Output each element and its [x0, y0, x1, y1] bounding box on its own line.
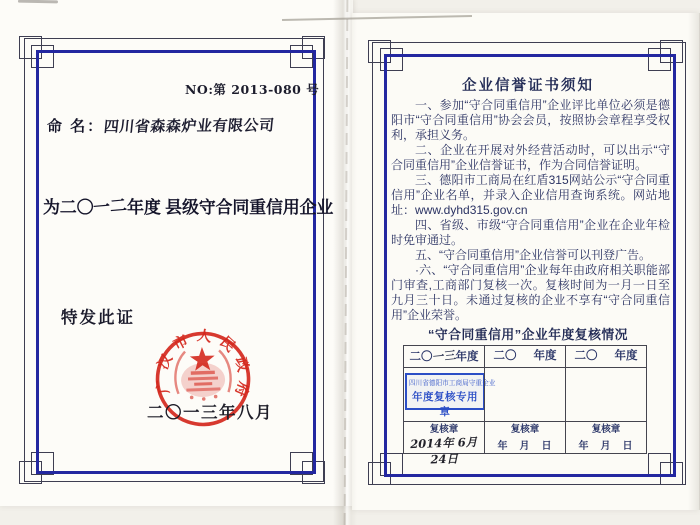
review-date-blank: 年 月 日: [578, 441, 634, 452]
award-title-line: [43, 193, 333, 218]
review-year-header: [485, 346, 565, 368]
year-suffix: 年度: [533, 350, 557, 362]
paper-right-edge-shadow: [688, 13, 700, 510]
review-year-header: [404, 346, 484, 368]
name-label: 命 名：: [47, 118, 105, 135]
review-footer-cell: [404, 421, 484, 467]
blue-review-stamp: [405, 373, 496, 418]
year-fill-handwritten: 一三: [431, 347, 457, 365]
award-year-handwritten: 一二: [92, 195, 128, 219]
notice-paragraph: 二、企业在开展对外经营活动时，可以出示“守合同重信用”企业信誉证书，作为合同信誉证明。: [391, 143, 670, 172]
review-footer-cell: [566, 421, 646, 453]
review-column-blank-1: [484, 346, 566, 453]
review-date-handwritten: 2014年 6月24日: [409, 434, 478, 467]
review-stamp-cell: [485, 368, 565, 421]
year-prefix: 二〇: [574, 350, 598, 362]
notice-title: 企业信誉证书须知: [462, 78, 594, 94]
notice-paragraph: 五、“守合同重信用”企业信誉可以刊登广告。: [415, 248, 651, 262]
award-prefix: 为二〇: [43, 198, 94, 217]
annual-review-heading: “守合同重信用”企业年度复核情况: [428, 327, 628, 342]
review-seal-label: 复核章: [591, 424, 621, 435]
issue-date: 二〇一三年八月: [147, 404, 273, 422]
year-suffix: 年度: [455, 351, 479, 363]
award-suffix: 年度 县级守合同重信用企业: [127, 198, 334, 217]
review-stamp-cell: [404, 368, 496, 421]
notice-paragraph: 三、德阳市工商局在红盾315网站公示“守合同重信用”企业名单，并录入企业信用查询系统。网站地址：www.dyhd315.gov.cn: [391, 173, 670, 217]
notice-paragraph: 四、省级、市级“守合同重信用”企业在企业年检时免审通过。: [391, 218, 670, 247]
government-seal: [125, 300, 280, 455]
review-seal-label: 复核章: [429, 424, 459, 435]
certificate-serial-number: NO:第 2013-080 号: [185, 82, 320, 97]
stamp-purpose-line: 年度复核专用章: [412, 391, 478, 418]
review-stamp-cell: [566, 368, 646, 421]
issue-statement: 特发此证: [61, 309, 135, 327]
year-suffix: 年度: [614, 350, 638, 362]
year-prefix: 二〇: [409, 351, 433, 363]
review-date-blank: 年 月 日: [497, 441, 553, 452]
notice-body: [391, 98, 670, 323]
seal-arc-text: 广汉市人民政府: [153, 327, 253, 406]
annual-review-table: [403, 345, 647, 467]
review-seal-label: 复核章: [510, 424, 540, 435]
notice-paragraph: ·六、“守合同重信用”企业每年由政府相关职能部门审查,工商部门复核一次。复核时间为一月一日至九月三十日。未通过复核的企业不享有“守合同重信用”企业荣誉。: [391, 263, 670, 322]
review-footer-cell: [485, 421, 565, 453]
company-name-handwritten: 四川省森森炉业有限公司: [103, 116, 276, 136]
review-column-2013: [404, 346, 496, 467]
year-prefix: 二〇: [493, 350, 517, 362]
notice-paragraph: 一、参加“守合同重信用”企业评比单位必须是德阳市“守合同重信用”协会会员，按照协会章程享受权利，承担义务。: [391, 98, 670, 142]
company-name-row: [47, 115, 275, 136]
stamp-issuer-line: 四川省德阳市工商局守重企业: [408, 380, 496, 387]
review-column-blank-2: [566, 346, 646, 453]
review-year-header: [566, 346, 646, 368]
